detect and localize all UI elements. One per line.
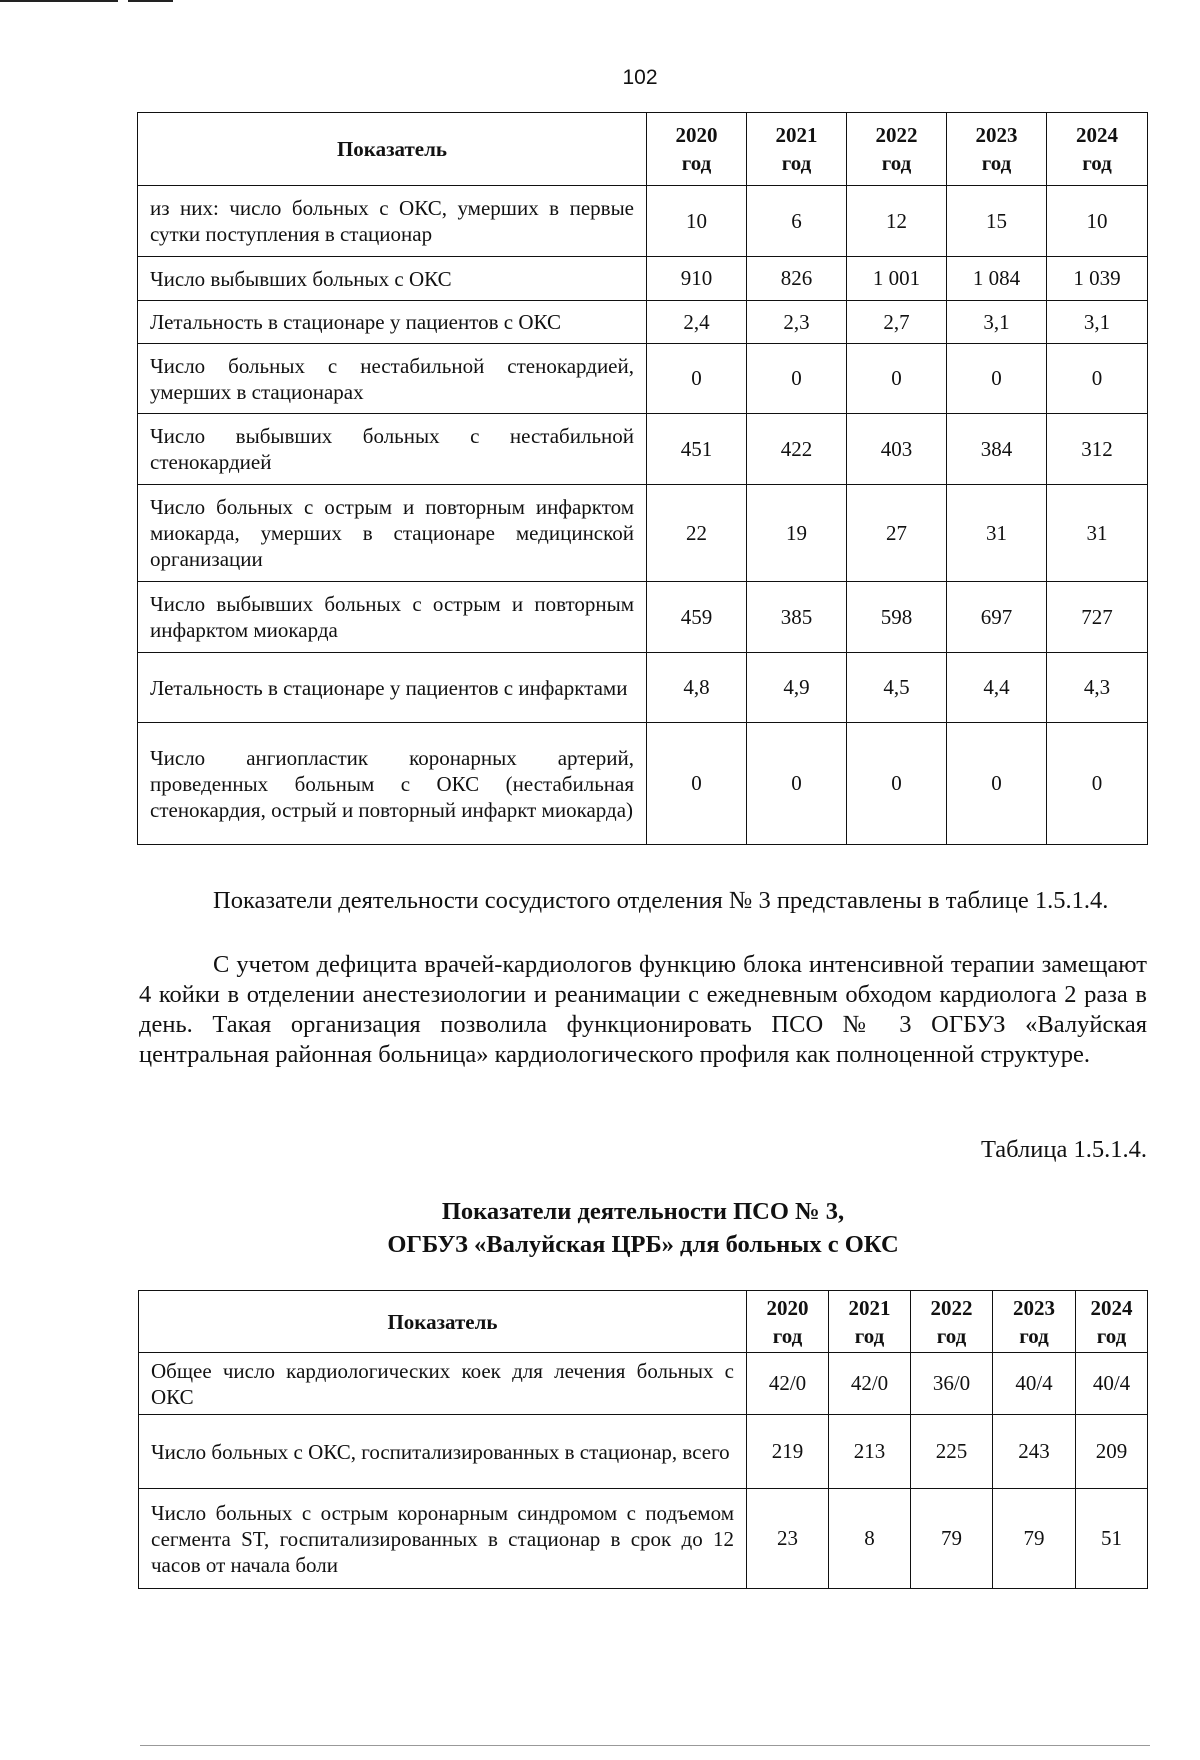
column-header-year: 2020 год: [647, 113, 747, 186]
cell-value: 3,1: [947, 301, 1047, 344]
cell-value: 219: [747, 1415, 829, 1489]
cell-value: 1 084: [947, 257, 1047, 301]
row-label: Число ангиопластик коронарных артерий, проведенных больным с ОКС (нестабильная стенокардия, острый и повторный инфаркт миокарда): [138, 723, 647, 845]
cell-value: 0: [947, 344, 1047, 414]
row-label: из них: число больных с ОКС, умерших в первые сутки поступления в стационар: [138, 186, 647, 257]
cell-value: 0: [1047, 344, 1148, 414]
column-header-year: 2024 год: [1076, 1291, 1148, 1353]
cell-value: 209: [1076, 1415, 1148, 1489]
cell-value: 42/0: [747, 1353, 829, 1415]
cell-value: 79: [993, 1489, 1076, 1589]
cell-value: 27: [847, 485, 947, 582]
cell-value: 3,1: [1047, 301, 1148, 344]
cell-value: 727: [1047, 582, 1148, 653]
cell-value: 36/0: [911, 1353, 993, 1415]
cell-value: 12: [847, 186, 947, 257]
cell-value: 459: [647, 582, 747, 653]
table-row: [138, 301, 1148, 344]
cell-value: 2,7: [847, 301, 947, 344]
cell-value: 0: [747, 344, 847, 414]
row-label: Летальность в стационаре у пациентов с инфарктами: [138, 653, 647, 723]
row-label: Число больных с нестабильной стенокардией, умерших в стационарах: [138, 344, 647, 414]
column-header-year: 2022 год: [911, 1291, 993, 1353]
cell-value: 403: [847, 414, 947, 485]
cell-value: 10: [1047, 186, 1148, 257]
table-header-row: [138, 113, 1148, 186]
table-row: [138, 344, 1148, 414]
cell-value: 4,8: [647, 653, 747, 723]
cell-value: 22: [647, 485, 747, 582]
cell-value: 225: [911, 1415, 993, 1489]
table-title: [139, 1195, 1147, 1261]
page-bottom-rule: [140, 1745, 1150, 1746]
column-header-year: 2020 год: [747, 1291, 829, 1353]
cell-value: 0: [847, 344, 947, 414]
table-row: [138, 582, 1148, 653]
cell-value: 598: [847, 582, 947, 653]
column-header-indicator: Показатель: [139, 1291, 747, 1353]
column-header-year: 2021 год: [747, 113, 847, 186]
table-row: [139, 1353, 1148, 1415]
row-label: Число выбывших больных с нестабильной стенокардией: [138, 414, 647, 485]
column-header-indicator: Показатель: [138, 113, 647, 186]
cell-value: 4,5: [847, 653, 947, 723]
cell-value: 40/4: [993, 1353, 1076, 1415]
scan-edge-mark: [128, 0, 173, 2]
cell-value: 0: [847, 723, 947, 845]
cell-value: 31: [1047, 485, 1148, 582]
table-row: [139, 1415, 1148, 1489]
table-row: [138, 653, 1148, 723]
pso-indicators-table: [138, 1290, 1148, 1589]
scan-edge-mark: [0, 0, 118, 2]
column-header-year: 2023 год: [993, 1291, 1076, 1353]
table-row: [138, 723, 1148, 845]
cell-value: 1 001: [847, 257, 947, 301]
column-header-year: 2022 год: [847, 113, 947, 186]
table-row: [138, 186, 1148, 257]
row-label: Число выбывших больных с острым и повторным инфарктом миокарда: [138, 582, 647, 653]
cell-value: 0: [947, 723, 1047, 845]
cell-value: 31: [947, 485, 1047, 582]
cell-value: 910: [647, 257, 747, 301]
cell-value: 8: [829, 1489, 911, 1589]
cell-value: 6: [747, 186, 847, 257]
table-row: [139, 1489, 1148, 1589]
body-paragraph: Показатели деятельности сосудистого отделения № 3 представлены в таблице 1.5.1.4.: [213, 887, 1109, 914]
table-title-line: ОГБУЗ «Валуйская ЦРБ» для больных с ОКС: [387, 1231, 899, 1258]
column-header-year: 2024 год: [1047, 113, 1148, 186]
cell-value: 19: [747, 485, 847, 582]
cell-value: 422: [747, 414, 847, 485]
cell-value: 0: [747, 723, 847, 845]
cell-value: 2,3: [747, 301, 847, 344]
indicators-table-continued: [137, 112, 1148, 845]
column-header-year: 2021 год: [829, 1291, 911, 1353]
cell-value: 384: [947, 414, 1047, 485]
table-row: [138, 257, 1148, 301]
column-header-year: 2023 год: [947, 113, 1047, 186]
cell-value: 4,3: [1047, 653, 1148, 723]
body-paragraph: С учетом дефицита врачей-кардиологов функцию блока интенсивной терапии замещают 4 койки в отделении анестезиологии и реанимации с ежедневным обходом кардиолога 2 раза в день. Такая организация позволила функционировать ПСО № 3 ОГБУЗ «Валуйская центральная районная больница» кардиологического профиля как полноценной структуре.: [139, 951, 1147, 1068]
table-caption: Таблица 1.5.1.4.: [980, 1136, 1147, 1163]
cell-value: 0: [647, 723, 747, 845]
cell-value: 79: [911, 1489, 993, 1589]
cell-value: 243: [993, 1415, 1076, 1489]
cell-value: 15: [947, 186, 1047, 257]
row-label: Летальность в стационаре у пациентов с ОКС: [138, 301, 647, 344]
cell-value: 40/4: [1076, 1353, 1148, 1415]
cell-value: 2,4: [647, 301, 747, 344]
table-row: [138, 414, 1148, 485]
row-label: Число больных с острым и повторным инфарктом миокарда, умерших в стационаре медицинской организации: [138, 485, 647, 582]
table-row: [138, 485, 1148, 582]
cell-value: 10: [647, 186, 747, 257]
table-title-line: Показатели деятельности ПСО № 3,: [441, 1198, 845, 1225]
cell-value: 213: [829, 1415, 911, 1489]
table-header-row: [139, 1291, 1148, 1353]
row-label: Число больных с острым коронарным синдромом с подъемом сегмента ST, госпитализированных в стационар в срок до 12 часов от начала боли: [139, 1489, 747, 1589]
cell-value: 826: [747, 257, 847, 301]
page-number: 102: [622, 66, 658, 89]
row-label: Число выбывших больных с ОКС: [138, 257, 647, 301]
cell-value: 0: [1047, 723, 1148, 845]
cell-value: 4,9: [747, 653, 847, 723]
cell-value: 385: [747, 582, 847, 653]
cell-value: 697: [947, 582, 1047, 653]
cell-value: 42/0: [829, 1353, 911, 1415]
cell-value: 451: [647, 414, 747, 485]
cell-value: 51: [1076, 1489, 1148, 1589]
row-label: Общее число кардиологических коек для лечения больных с ОКС: [139, 1353, 747, 1415]
cell-value: 312: [1047, 414, 1148, 485]
cell-value: 0: [647, 344, 747, 414]
cell-value: 4,4: [947, 653, 1047, 723]
cell-value: 23: [747, 1489, 829, 1589]
cell-value: 1 039: [1047, 257, 1148, 301]
row-label: Число больных с ОКС, госпитализированных в стационар, всего: [139, 1415, 747, 1489]
